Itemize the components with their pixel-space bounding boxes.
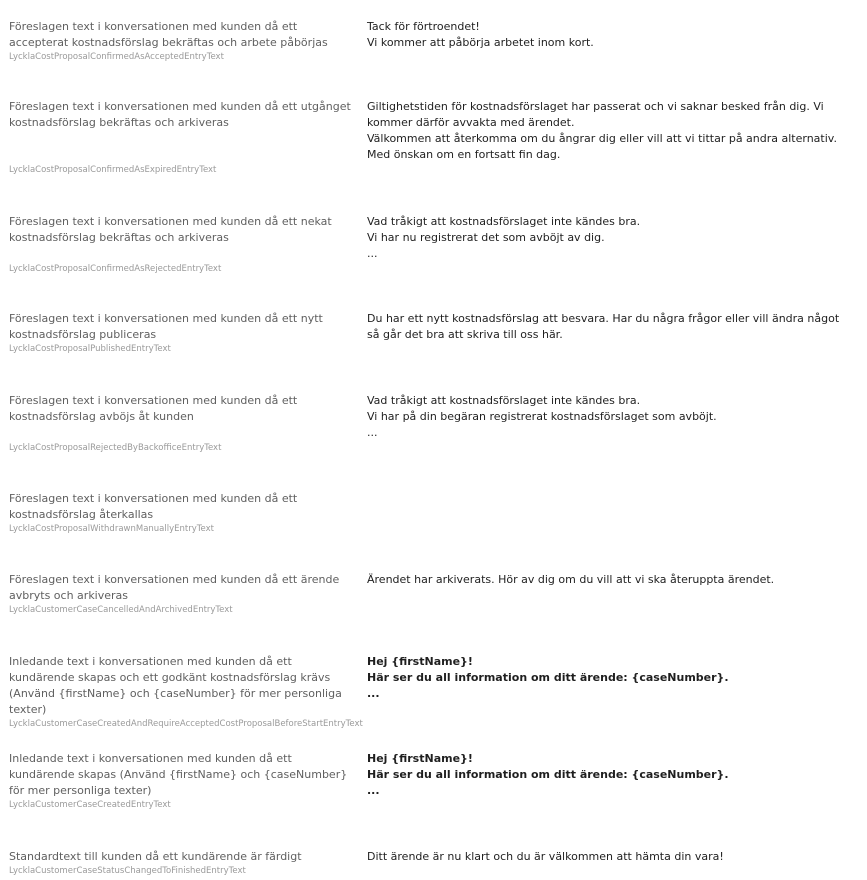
setting-label	[9, 491, 359, 536]
setting-value[interactable]	[367, 572, 847, 588]
setting-label	[9, 311, 359, 356]
value-line: Här ser du all information om ditt ärende: {caseNumber}.	[367, 768, 729, 781]
value-line: Hej {firstName}!	[367, 752, 473, 765]
setting-value[interactable]	[367, 849, 847, 865]
value-line: ...	[367, 426, 378, 439]
setting-description: Föreslagen text i konversationen med kunden då ett nytt kostnadsförslag publiceras	[9, 312, 323, 341]
setting-key: LycklaCostProposalConfirmedAsExpiredEntryText	[9, 165, 217, 175]
setting-description: Inledande text i konversationen med kunden då ett kundärende skapas och ett godkänt kostnadsförslag krävs (Använd {firstName} och {caseNumber} för mer personliga texter)	[9, 655, 342, 716]
setting-value[interactable]	[367, 751, 847, 799]
setting-key: LycklaCustomerCaseCancelledAndArchivedEntryText	[9, 605, 233, 615]
setting-description: Standardtext till kunden då ett kundärende är färdigt	[9, 850, 302, 863]
setting-label	[9, 751, 359, 812]
value-line: Här ser du all information om ditt ärende: {caseNumber}.	[367, 671, 729, 684]
setting-label	[9, 19, 359, 64]
setting-label	[9, 849, 359, 878]
value-line: Du har ett nytt kostnadsförslag att besvara. Har du några frågor eller vill ändra något så går det bra att skriva till oss här.	[367, 312, 840, 341]
setting-value[interactable]	[367, 311, 847, 343]
setting-key: LycklaCostProposalConfirmedAsRejectedEntryText	[9, 264, 222, 274]
setting-value[interactable]	[367, 19, 847, 51]
setting-value[interactable]	[367, 654, 847, 702]
setting-label	[9, 572, 359, 617]
setting-label	[9, 654, 363, 731]
value-line: Ditt ärende är nu klart och du är välkommen att hämta din vara!	[367, 850, 724, 863]
setting-key: LycklaCustomerCaseCreatedEntryText	[9, 800, 171, 810]
value-line: Hej {firstName}!	[367, 655, 473, 668]
value-line: Tack för förtroendet!	[367, 20, 480, 33]
setting-description: Föreslagen text i konversationen med kunden då ett accepterat kostnadsförslag bekräftas och arbete påbörjas	[9, 20, 328, 49]
value-line: ...	[367, 247, 378, 260]
setting-description: Föreslagen text i konversationen med kunden då ett ärende avbryts och arkiveras	[9, 573, 340, 602]
value-line: Vad tråkigt att kostnadsförslaget inte kändes bra.	[367, 215, 641, 228]
value-line: Välkommen att återkomma om du ångrar dig eller vill att vi tittar på andra alternativ. Med önskan om en fortsatt fin dag.	[367, 132, 837, 161]
setting-key: LycklaCostProposalWithdrawnManuallyEntryText	[9, 524, 214, 534]
setting-label	[9, 214, 359, 276]
value-line: Vi har nu registrerat det som avböjt av dig.	[367, 231, 605, 244]
setting-key: LycklaCustomerCaseStatusChangedToFinishedEntryText	[9, 866, 246, 876]
setting-description: Föreslagen text i konversationen med kunden då ett kostnadsförslag återkallas	[9, 492, 298, 521]
setting-value[interactable]	[367, 214, 847, 262]
value-line: Giltighetstiden för kostnadsförslaget har passerat och vi saknar besked från dig. Vi kommer därför avvakta med ärendet.	[367, 100, 824, 129]
value-line: Vi kommer att påbörja arbetet inom kort.	[367, 36, 594, 49]
setting-description: Inledande text i konversationen med kunden då ett kundärende skapas (Använd {firstName} och {caseNumber} för mer personliga texter)	[9, 752, 348, 797]
setting-value[interactable]	[367, 99, 847, 163]
setting-description: Föreslagen text i konversationen med kunden då ett kostnadsförslag avböjs åt kunden	[9, 394, 298, 423]
value-line: Vad tråkigt att kostnadsförslaget inte kändes bra.	[367, 394, 641, 407]
setting-description: Föreslagen text i konversationen med kunden då ett utgånget kostnadsförslag bekräftas och arkiveras	[9, 100, 351, 129]
setting-label	[9, 99, 359, 177]
setting-key: LycklaCostProposalRejectedByBackofficeEntryText	[9, 443, 222, 453]
setting-value[interactable]	[367, 393, 847, 441]
value-line: ...	[367, 687, 380, 700]
setting-key: LycklaCustomerCaseCreatedAndRequireAcceptedCostProposalBeforeStartEntryText	[9, 719, 363, 729]
value-line: Vi har på din begäran registrerat kostnadsförslaget som avböjt.	[367, 410, 717, 423]
setting-key: LycklaCostProposalConfirmedAsAcceptedEntryText	[9, 52, 224, 62]
setting-key: LycklaCostProposalPublishedEntryText	[9, 344, 171, 354]
setting-label	[9, 393, 359, 455]
value-line: ...	[367, 784, 380, 797]
setting-description: Föreslagen text i konversationen med kunden då ett nekat kostnadsförslag bekräftas och arkiveras	[9, 215, 332, 244]
value-line: Ärendet har arkiverats. Hör av dig om du vill att vi ska återuppta ärendet.	[367, 573, 775, 586]
